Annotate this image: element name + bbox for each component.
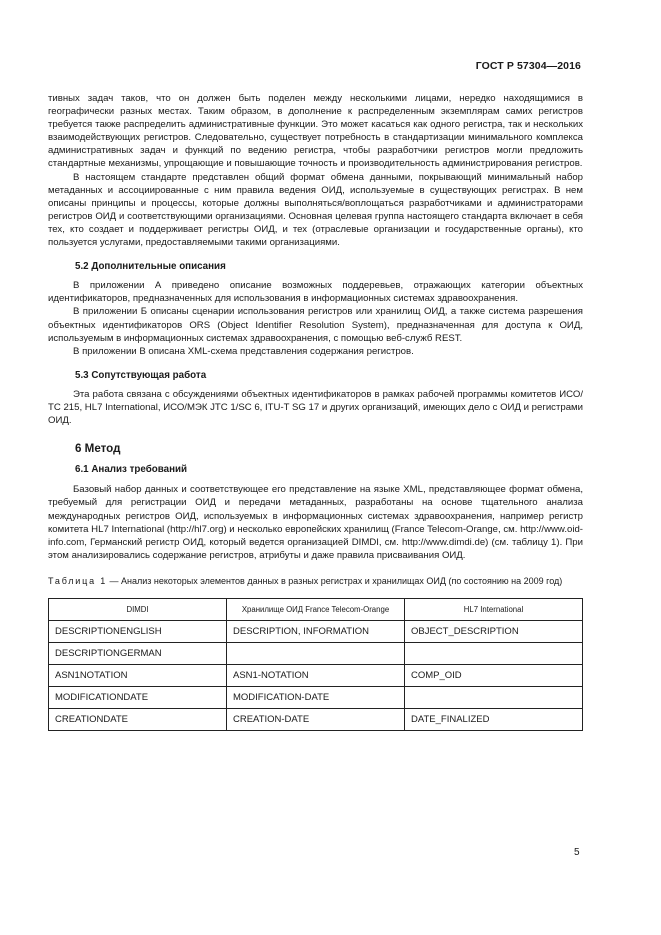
table-cell [405,686,583,708]
page-number: 5 [574,847,580,858]
document-body [48,92,583,731]
section-heading-5-3: 5.3 Сопутствующая работа [75,369,207,381]
paragraph: В приложении А приведено описание возможных поддеревьев, отражающих категории объектных идентификаторов, предназначенных для использования в информационных системах здравоохранения. [48,280,583,305]
section-heading-6: 6 Метод [75,442,121,456]
table-cell: DATE_FINALIZED [405,708,583,730]
table-cell: COMP_OID [405,664,583,686]
table-row [49,686,583,708]
comparison-table [48,598,583,731]
paragraph: тивных задач таков, что он должен быть поделен между несколькими лицами, нередко находящимися в географически разных местах. Таким образом, в дополнение к распределенным экземплярам самих регистров требуется также распределить административные функции. Это может касаться как одного регистра, так и нескольких взаимодействующих регистров. Следовательно, существует потребность в стандартизации минимального комплекса административных задач и функций по ведению регистра, чтобы разработчики регистров могли предложить стандартные механизмы, упрощающие и повышающие точность и производительность администрирования регистров. [48,93,583,170]
table-cell [405,642,583,664]
paragraph: В настоящем стандарте представлен общий формат обмена данными, покрывающий минимальный набор метаданных и ассоциированные с ним правила ведения ОИД, используемые в существующих регистрах. В нем описаны принципы и процессы, которые должны выполняться/воплощаться разработчиками и администраторами регистров ОИД и соответствующими организациями. Основная целевая группа настоящего стандарта включает в себя тех, кто создает и поддерживает регистры ОИД, и тех (отраслевые организации и государственные органы), кто пользуется услугами, предоставляемыми такими организациями. [48,171,583,249]
table-label: Таблица 1 [48,575,107,586]
table-cell: DESCRIPTIONENGLISH [49,620,227,642]
table-row [49,708,583,730]
table-cell [227,642,405,664]
table-row [49,664,583,686]
table-caption-text: — Анализ некоторых элементов данных в разных регистрах и хранилищах ОИД (по состоянию на 2009 год) [107,575,563,586]
column-header-hl7: HL7 International [405,598,583,620]
table-cell: MODIFICATIONDATE [49,686,227,708]
table-cell: DESCRIPTION, INFORMATION [227,620,405,642]
table-cell: CREATION-DATE [227,708,405,730]
table-cell: CREATIONDATE [49,708,227,730]
column-header-france-telecom: Хранилище ОИД France Telecom-Orange [227,598,405,620]
document-header: ГОСТ Р 57304—2016 [475,60,581,72]
table-cell: ASN1-NOTATION [227,664,405,686]
table-cell: MODIFICATION-DATE [227,686,405,708]
table-row [49,642,583,664]
table-cell: OBJECT_DESCRIPTION [405,620,583,642]
section-heading-5-2: 5.2 Дополнительные описания [75,261,226,273]
column-header-dimdi: DIMDI [49,598,227,620]
table-row [49,620,583,642]
table-header-row [49,598,583,620]
paragraph: Эта работа связана с обсуждениями объектных идентификаторов в рамках рабочей программы комитетов ИСО/ТС 215, HL7 International, ИСО/МЭК JTC 1/SC 6, ITU-T SG 17 и других организаций, имеющих дело с ОИД и регистрами ОИД. [48,388,583,427]
table-caption [48,575,583,587]
table-cell: ASN1NOTATION [49,664,227,686]
paragraph: Базовый набор данных и соответствующее его представление на языке XML, представляющее формат обмена, требуемый для регистрации ОИД и передачи метаданных, разработаны на основе тщательного анализа международных регистров ОИД, используемых в информационных системах здравоохранения, например регистр комитета HL7 International (http://hl7.org) и несколько европейских хранилищ (France Telecom-Orange, см. http://www.oid-info.com, Германский регистр ОИД, который ведется организацией DIMDI, см. http://www.dimdi.de) (см. таблицу 1). При этом анализировались содержание регистров, атрибуты и даже правила присваивания ОИД. [48,484,583,561]
section-heading-6-1: 6.1 Анализ требований [75,464,188,476]
paragraph: В приложении Б описаны сценарии использования регистров или хранилищ ОИД, а также система разрешения объектных идентификаторов ORS (Object Identifier Resolution System), предназначенная для доступа к ОИД, используемым в информационных системах здравоохранения, с помощью веб-служб REST. [48,306,583,344]
paragraph: В приложении В описана XML-схема представления содержания регистров. [73,345,414,357]
table-cell: DESCRIPTIONGERMAN [49,642,227,664]
